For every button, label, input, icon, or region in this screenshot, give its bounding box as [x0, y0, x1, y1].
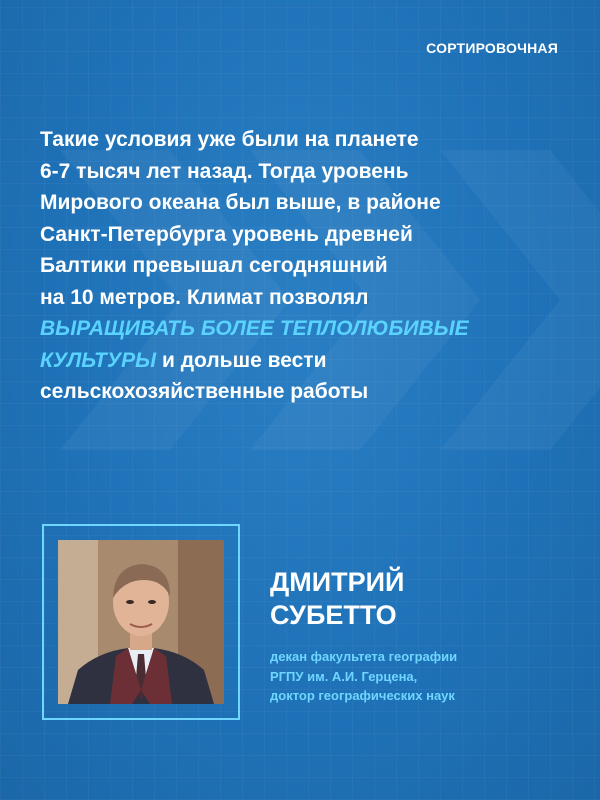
quote-text	[40, 124, 570, 408]
photo-frame	[42, 524, 240, 720]
speaker-first-name: ДМИТРИЙ	[270, 567, 405, 597]
quote-text-tail: и дольше вести	[156, 348, 327, 372]
brand-label: СОРТИРОВОЧНАЯ	[426, 40, 558, 56]
portrait-photo-icon	[58, 540, 224, 704]
speaker-title	[270, 647, 457, 706]
quote-highlight: КУЛЬТУРЫ	[40, 348, 157, 372]
quote-line: Балтики превышал сегодняшний	[40, 254, 388, 277]
speaker-title-line: доктор географических наук	[270, 688, 455, 703]
speaker-title-line: РГПУ им. А.И. Герцена,	[270, 668, 418, 684]
quote-line: Мирового океана был выше, в районе	[40, 191, 441, 214]
quote-line-accent	[40, 313, 570, 345]
quote-line: сельскохозяйственные работы	[40, 380, 369, 403]
quote-line: на 10 метров. Климат позволял	[40, 285, 369, 309]
quote-line: 6-7 тысяч лет назад. Тогда уровень	[40, 159, 409, 183]
quote-line: Такие условия уже были на планете	[40, 128, 419, 151]
quote-line: Санкт-Петербурга уровень древней	[40, 222, 413, 246]
speaker-photo	[58, 540, 224, 704]
speaker-title-line: декан факультета географии	[270, 649, 458, 664]
quote-highlight: ВЫРАЩИВАТЬ БОЛЕЕ ТЕПЛОЛЮБИВЫЕ	[40, 317, 469, 340]
speaker-last-name: СУБЕТТО	[270, 600, 397, 630]
speaker-name	[270, 566, 404, 632]
quote-line-mixed	[40, 345, 570, 377]
